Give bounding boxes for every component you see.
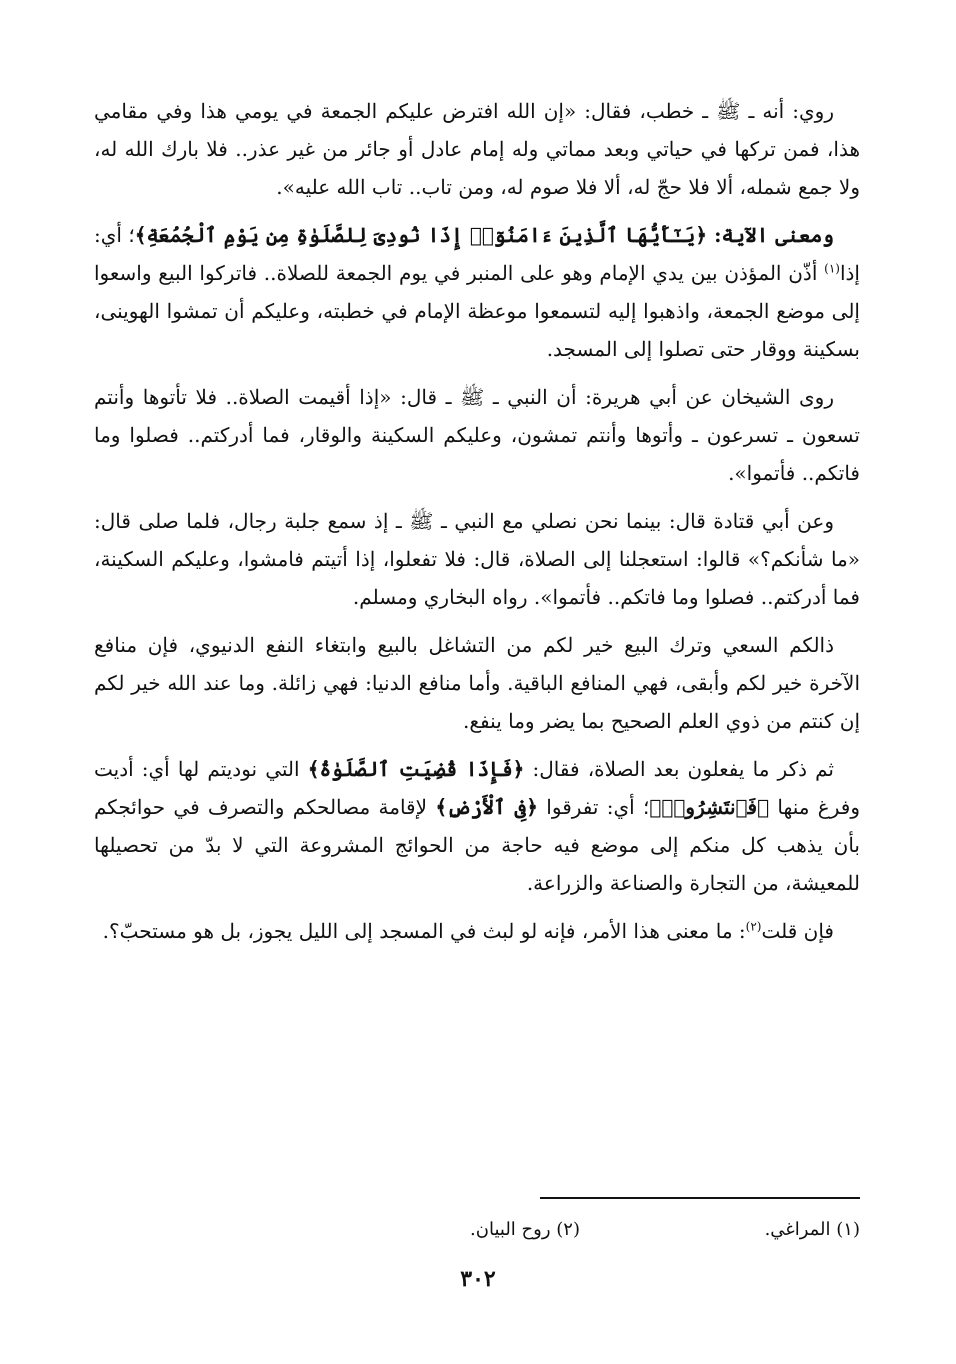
paragraph-text: ثم ذكر ما يفعلون بعد الصلاة، فقال: bbox=[524, 757, 834, 781]
paragraph-text: ذالكم السعي وترك البيع خير لكم من التشاغل بالبيع وابتغاء النفع الدنيوي، فإن منافع الآخرة خير لكم وأبقى، فهي المنافع الباقية. وأما منافع الدنيا: فهي زائلة. وما عند الله خير لكم إن كنتم من ذوي العلم الصحيح بما يضر وما ينفع. bbox=[94, 633, 860, 733]
footnote-number: (٢) bbox=[556, 1219, 580, 1240]
paragraph-after-prayer bbox=[94, 750, 860, 902]
quran-verse: ﴿فِى ٱلْأَرْضِ﴾ bbox=[435, 795, 538, 819]
paragraph-text: فإن قلت bbox=[761, 919, 834, 943]
paragraph-hadith-abu-hurayra bbox=[94, 378, 860, 492]
paragraph-text: روى الشيخان عن أبي هريرة: أن النبي ـ ﷺ ـ قال: «إذا أقيمت الصلاة.. فلا تأتوها وأنتم تسعون ـ تسرعون ـ وأتوها وأنتم تمشون، وعليكم السكينة والوقار، فما أدركتم.. فصلوا وما فاتكم.. فأتموا». bbox=[94, 385, 860, 485]
quran-verse: ﴿يَـٰٓأَيُّهَا ٱلَّذِينَ ءَامَنُوٓا۟ إِذَا نُودِىَ لِلصَّلَوٰةِ مِن يَوْمِ ٱلْجُمُعَةِ﴾ bbox=[134, 223, 708, 247]
footnote-item bbox=[300, 1216, 580, 1244]
paragraph-question bbox=[94, 912, 860, 950]
paragraph-text: : ما معنى هذا الأمر، فإنه لو لبث في المسجد إلى الليل يجوز، بل هو مستحبّ؟. bbox=[102, 919, 746, 943]
paragraph-lead: ومعنى الآية: bbox=[707, 223, 835, 247]
footnote-text: المراغي. bbox=[764, 1219, 831, 1240]
footnote-item bbox=[580, 1216, 860, 1244]
page-number: ٣٠٢ bbox=[460, 1266, 496, 1292]
quran-verse: ﴿فَإِذَا قُضِيَتِ ٱلصَّلَوٰةُ﴾ bbox=[307, 757, 525, 781]
paragraph-text: لإقامة مصالحكم والتصرف في حوائجكم بأن يذهب كل منكم إلى موضع فيه حاجة من الحوائج المشروعة التي لا بدّ من تحصيلها للمعيشة، من التجارة والصناعة والزراعة. bbox=[94, 795, 860, 895]
paragraph-hadith-abu-qatada bbox=[94, 502, 860, 616]
paragraph-hadith-jumuah bbox=[94, 92, 860, 206]
footnotes bbox=[94, 1216, 860, 1244]
quran-verse: ﴿فَٱنتَشِرُوا۟﴾ bbox=[649, 795, 770, 819]
paragraph-text: ؛ أي: تفرقوا bbox=[538, 795, 650, 819]
paragraph-text: وعن أبي قتادة قال: بينما نحن نصلي مع النبي ـ ﷺ ـ إذ سمع جلبة رجال، فلما صلى قال: «ما شأنكم؟» قالوا: استعجلنا إلى الصلاة، قال: فلا تفعلوا، إذا أتيتم فامشوا، وعليكم السكينة، فما أدركتم.. فصلوا وما فاتكم.. فأتموا». رواه البخاري ومسلم. bbox=[94, 509, 860, 609]
paragraph-sai-benefit bbox=[94, 626, 860, 740]
paragraph-text: التي نوديتم لها أي: أديت وفرغ منها bbox=[94, 757, 860, 819]
footnote-text: روح البيان. bbox=[470, 1219, 551, 1240]
paragraph-text: روي: أنه ـ ﷺ ـ خطب، فقال: «إن الله افترض عليكم الجمعة في يومي هذا وفي مقامي هذا، فمن تركها في حياتي وبعد مماتي وله إمام عادل أو جائر من غير عذر.. فلا بارك الله له، ولا جمع شمله، ألا فلا حجّ له، ألا فلا صوم له، ومن تاب.. تاب الله عليه». bbox=[94, 99, 860, 199]
paragraph-verse-meaning bbox=[94, 216, 860, 368]
footnote-number: (١) bbox=[836, 1219, 860, 1240]
paragraph-text: ؛ أي: إذا bbox=[94, 223, 860, 285]
footnote-divider bbox=[540, 1197, 860, 1199]
paragraph-text: أذّن المؤذن بين يدي الإمام وهو على المنبر في يوم الجمعة للصلاة.. فاتركوا البيع واسعوا إلى موضع الجمعة، واذهبوا إليه لتسمعوا موعظة الإمام في خطبته، وعليكم أن تمشوا الهوينى، بسكينة ووقار حتى تصلوا إلى المسجد. bbox=[94, 261, 860, 361]
footnote-ref[interactable]: (١) bbox=[824, 261, 840, 276]
page-body bbox=[94, 92, 860, 960]
footnote-ref[interactable]: (٢) bbox=[745, 919, 762, 934]
